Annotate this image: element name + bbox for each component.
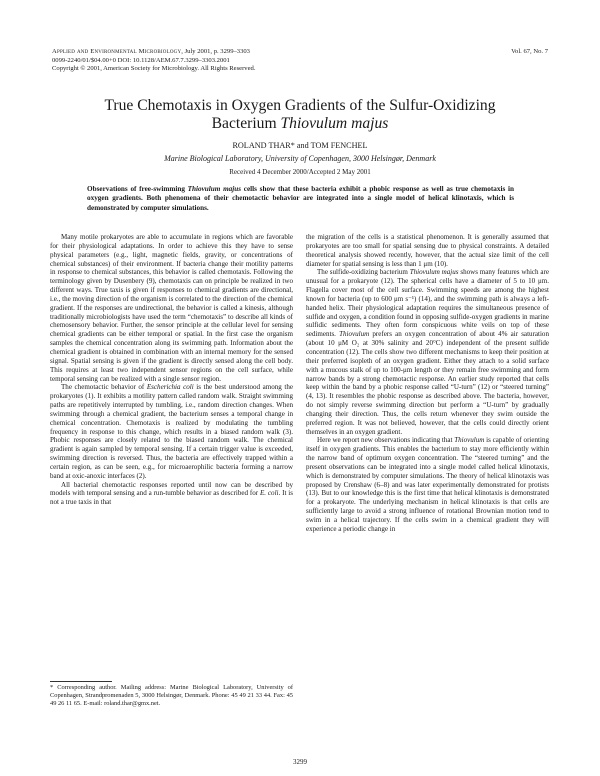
abstract-text-1: Observations of free-swimming <box>87 185 188 193</box>
title-line-1: True Chemotaxis in Oxygen Gradients of the Sulfur-Oxidizing <box>104 97 496 114</box>
species-name: E. coli <box>259 489 279 498</box>
text-run: . It is not a true taxis in that <box>50 489 294 507</box>
abstract <box>87 185 514 213</box>
text-run: is capable of orienting itself in oxygen gradients. This enables the bacterium to stay more efficiently within the narrow band of optimum oxygen concentration. The “steered turning” and the present observations can be integrated into a single model called helical klinotaxis, which is demonstrated by computer simulations. The theory of helical klinotaxis was proposed by Crenshaw (6–8) and was later experimentally demonstrated for protists (13). But to our knowledge this is the first time that helical klinotaxis is demonstrated for a prokaryote. The underlying mechanism in helical klinotaxis is that cells are sufficiently large to avoid a strong influence of rotational Brownian motion tend to swim in a helical trajectory. If the cells swim in a chemical gradient they will experience a periodic change in <box>306 436 549 533</box>
text-run: The chemotactic behavior of <box>61 383 147 392</box>
copyright-line: Copyright © 2001, American Society for Microbiology. All Rights Reserved. <box>52 65 256 73</box>
abstract-text-2: cells show that these bacteria exhibit a phobic response as well as true chemotaxis in oxygen gradients. Both phenomena of their chemotactic behavior are integrated into a single model of helical klinotaxis, which is demonstrated by computer simulations. <box>87 185 514 212</box>
abstract-species: Thiovulum majus <box>187 185 242 193</box>
title-line-2 <box>40 115 560 133</box>
journal-name: Applied and Environmental Microbiology <box>52 48 182 55</box>
title-line-2-text: Bacterium <box>211 115 281 132</box>
article-title <box>40 97 560 133</box>
body-paragraph <box>50 481 293 508</box>
species-name: Thiovulum <box>339 330 370 339</box>
text-run: Here we report new observations indicating that <box>317 436 455 445</box>
body-paragraph <box>50 383 293 480</box>
left-column <box>50 233 293 507</box>
right-column <box>306 233 549 534</box>
page-number: 3299 <box>293 758 307 766</box>
affiliation: Marine Biological Laboratory, University of Copenhagen, 3000 Helsingør, Denmark <box>164 154 436 163</box>
authors: ROLAND THAR* and TOM FENCHEL <box>232 141 368 150</box>
body-paragraph <box>306 436 549 533</box>
doi-line: 0099-2240/01/$04.00+0 DOI: 10.1128/AEM.67.7.3299–3303.2001 <box>52 56 230 64</box>
body-paragraph: the migration of the cells is a statistical phenomenon. It is generally assumed that prokaryotes are too small for spatial sensing due to physical constraints. A detailed theoretical analysis showed recently, however, that the actual size limit of the cell diameter for spatial sensing is less than 1 μm (10). <box>306 233 549 268</box>
footnote-rule <box>50 681 112 682</box>
volume-info: Vol. 67, No. 7 <box>511 48 548 55</box>
species-name: Thiovulum majus <box>409 268 459 277</box>
text-run: is the best understood among the prokaryotes (1). It exhibits a motility pattern called random walk. Straight swimming paths are repetitively interrupted by tumbling, i.e., random direction changes. When swimming through a chemical gradient, the bacterium senses a temporal change in chemical concentration. Chemotaxis is realized by modulating the tumbling frequency in response to this change, which results in a biased random walk (3). Phobic responses are closely related to the biased random walk. The chemical gradient is again sampled by temporal sensing. If a certain trigger value is exceeded, swimming direction is reversed. Thus, the bacteria are effectively trapped within a certain region, as can be seen, e.g., for microaerophilic bacteria forming a narrow band at oxic-anoxic interfaces (2). <box>50 383 293 480</box>
issue-info: , July 2001, p. 3299–3303 <box>181 48 250 55</box>
text-run: prefers an oxygen concentration of about 4% air saturation (about 10 μM O₂ at 30% salinity and 20°C) independent of the present sulfide concentration (12). The cells show two different mechanisms to keep their position at their preferred isopleth of an oxygen gradient. Either they attach to a solid surface with a mucous stalk of up to 100-μm length or they remain free swimming and form narrow bands by a strong chemotactic response. An earlier study reported that cells keep within the band by a phobic response called “U-turn” (12) or “steered turning” (4, 13). It resembles the phobic response as described above. The bacteria, however, do not simply reverse swimming direction but perform a “U-turn” by gradually changing their direction. Thus, the cells return whenever they swim outside the preferred region. It was not believed, however, that the cells could directly orient themselves in an oxygen gradient. <box>306 330 549 436</box>
body-paragraph <box>306 268 549 436</box>
journal-citation <box>52 48 250 57</box>
running-header <box>52 48 548 74</box>
species-name: Thiovulum <box>454 436 485 445</box>
corresponding-author-footnote: * Corresponding author. Mailing address: Marine Biological Laboratory, University of Copenhagen, Strandpromenaden 5, 3000 Helsingør, Denmark. Phone: 45 49 21 33 44. Fax: 45 49 26 11 65. E-mail: roland.thar@gmx.net. <box>50 684 293 707</box>
text-run: The sulfide-oxidizing bacterium <box>317 268 410 277</box>
title-species: Thiovulum majus <box>280 115 389 132</box>
received-date: Received 4 December 2000/Accepted 2 May 2001 <box>229 168 371 176</box>
species-name: Escherichia coli <box>146 383 194 392</box>
text-run: All bacterial chemotactic responses reported until now can be described by models with temporal sensing and a run-tumble behavior as described for <box>50 480 293 498</box>
body-paragraph: Many motile prokaryotes are able to accumulate in regions which are favorable for their physiological adaptations. In order to achieve this they have to sense physical parameters (e.g., light, magnetic fields, gravity, or concentrations of chemical substances) of their environment. If bacteria change their motility patterns in response to chemical substances, this behavior is called chemotaxis. Following the terminology given by Dusenbery (9), chemotaxis can on principle be realized in two different ways. True taxis is given if responses to chemical gradients are directional, i.e., the moving direction of the organism is correlated to the direction of the chemical gradient. If the responses are undirectional, the behavior is called a kinesis, although traditionally microbiologists have used the term “chemotaxis” to describe all kinds of chemosensory behavior. Further, the sensor principle at the cellular level for sensing chemical gradients can be either temporal or spatial. In the first case the organism samples the chemical concentration along its swimming path. Information about the chemical gradient is obtained in combination with an internal memory for the sensed signal. Spatial sensing is given if the gradient is directly sensed along the cell body. This requires at least two independent sensor regions on the cell surface, while temporal sensing can be realized with a single sensor region. <box>50 233 293 383</box>
text-run: shows many features which are unusual for a prokaryote (12). The spherical cells have a diameter of 5 to 10 μm. Flagella cover most of the cell surface. Swimming speeds are among the highest known for bacteria (up to 600 μm s⁻¹) (14), and the swimming path is always a left-handed helix. Their physiological adaptation requires the simultaneous presence of sulfide and oxygen, a condition found in opposing sulfide-oxygen gradients in marine sulfidic sediments. They often form conspicuous white veils on top of these sediments. <box>306 268 549 339</box>
